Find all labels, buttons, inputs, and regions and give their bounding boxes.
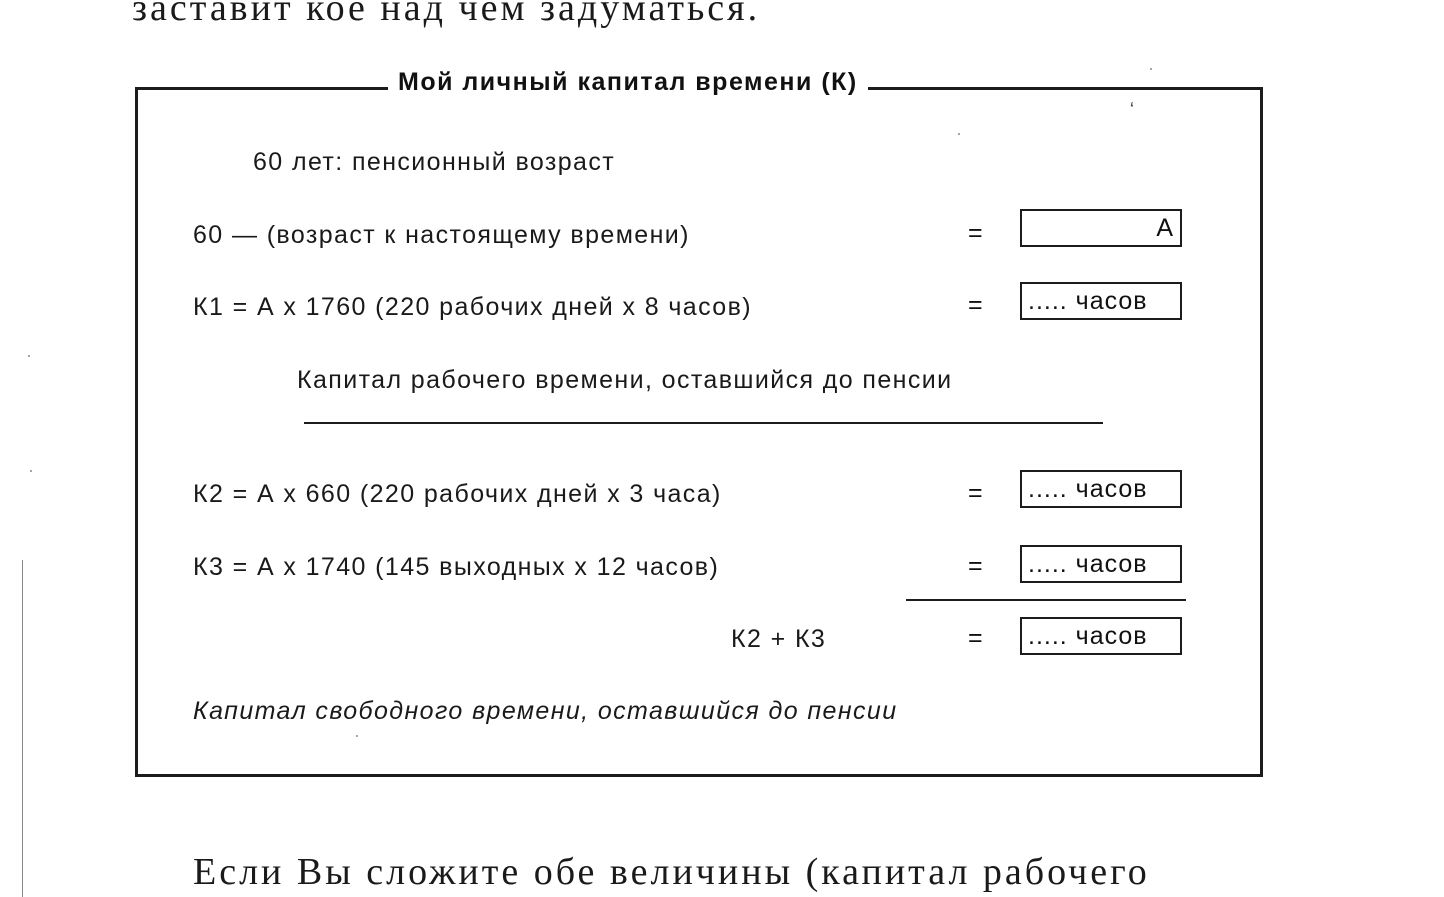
row-k3-equals: = bbox=[968, 552, 983, 580]
row-sum-label: К2 + К3 bbox=[731, 625, 827, 653]
time-capital-box bbox=[135, 68, 1263, 777]
row-sum-value-box: ..... часов bbox=[1020, 617, 1182, 655]
work-capital-caption: Капитал рабочего времени, оставшийся до пенсии bbox=[297, 366, 953, 394]
following-text-line: Если Вы сложите обе величины (капитал рабочего bbox=[193, 851, 1150, 893]
row-remaining-years-label: 60 — (возраст к настоящему времени) bbox=[193, 221, 690, 249]
row-k1-value-box: ..... часов bbox=[1020, 282, 1182, 320]
scan-speck bbox=[28, 355, 30, 357]
row-sum-equals: = bbox=[968, 624, 983, 652]
scan-speck bbox=[30, 470, 32, 472]
scan-mark: ʻ bbox=[1130, 100, 1134, 120]
retirement-age-line: 60 лет: пенсионный возраст bbox=[253, 148, 616, 176]
page-margin-rule bbox=[22, 560, 23, 897]
row-k1-equals: = bbox=[968, 291, 983, 319]
sum-rule bbox=[906, 599, 1186, 601]
row-k2-value-box: ..... часов bbox=[1020, 470, 1182, 508]
work-capital-rule bbox=[304, 422, 1103, 424]
row-k3-label: К3 = А х 1740 (145 выходных х 12 часов) bbox=[193, 553, 720, 581]
row-k3-value-box: ..... часов bbox=[1020, 545, 1182, 583]
free-capital-caption: Капитал свободного времени, оставшийся до пенсии bbox=[193, 697, 898, 725]
row-remaining-years-equals: = bbox=[968, 219, 983, 247]
box-title: Мой личный капитал времени (К) bbox=[388, 68, 868, 97]
preceding-text-line: заставит кое над чем задуматься. bbox=[132, 0, 761, 29]
row-k2-equals: = bbox=[968, 479, 983, 507]
row-k2-label: К2 = А х 660 (220 рабочих дней х 3 часа) bbox=[193, 480, 722, 508]
scan-speck bbox=[1150, 68, 1152, 70]
row-k1-label: К1 = А х 1760 (220 рабочих дней х 8 часов) bbox=[193, 293, 753, 321]
row-remaining-years-value-box: A bbox=[1020, 209, 1182, 247]
